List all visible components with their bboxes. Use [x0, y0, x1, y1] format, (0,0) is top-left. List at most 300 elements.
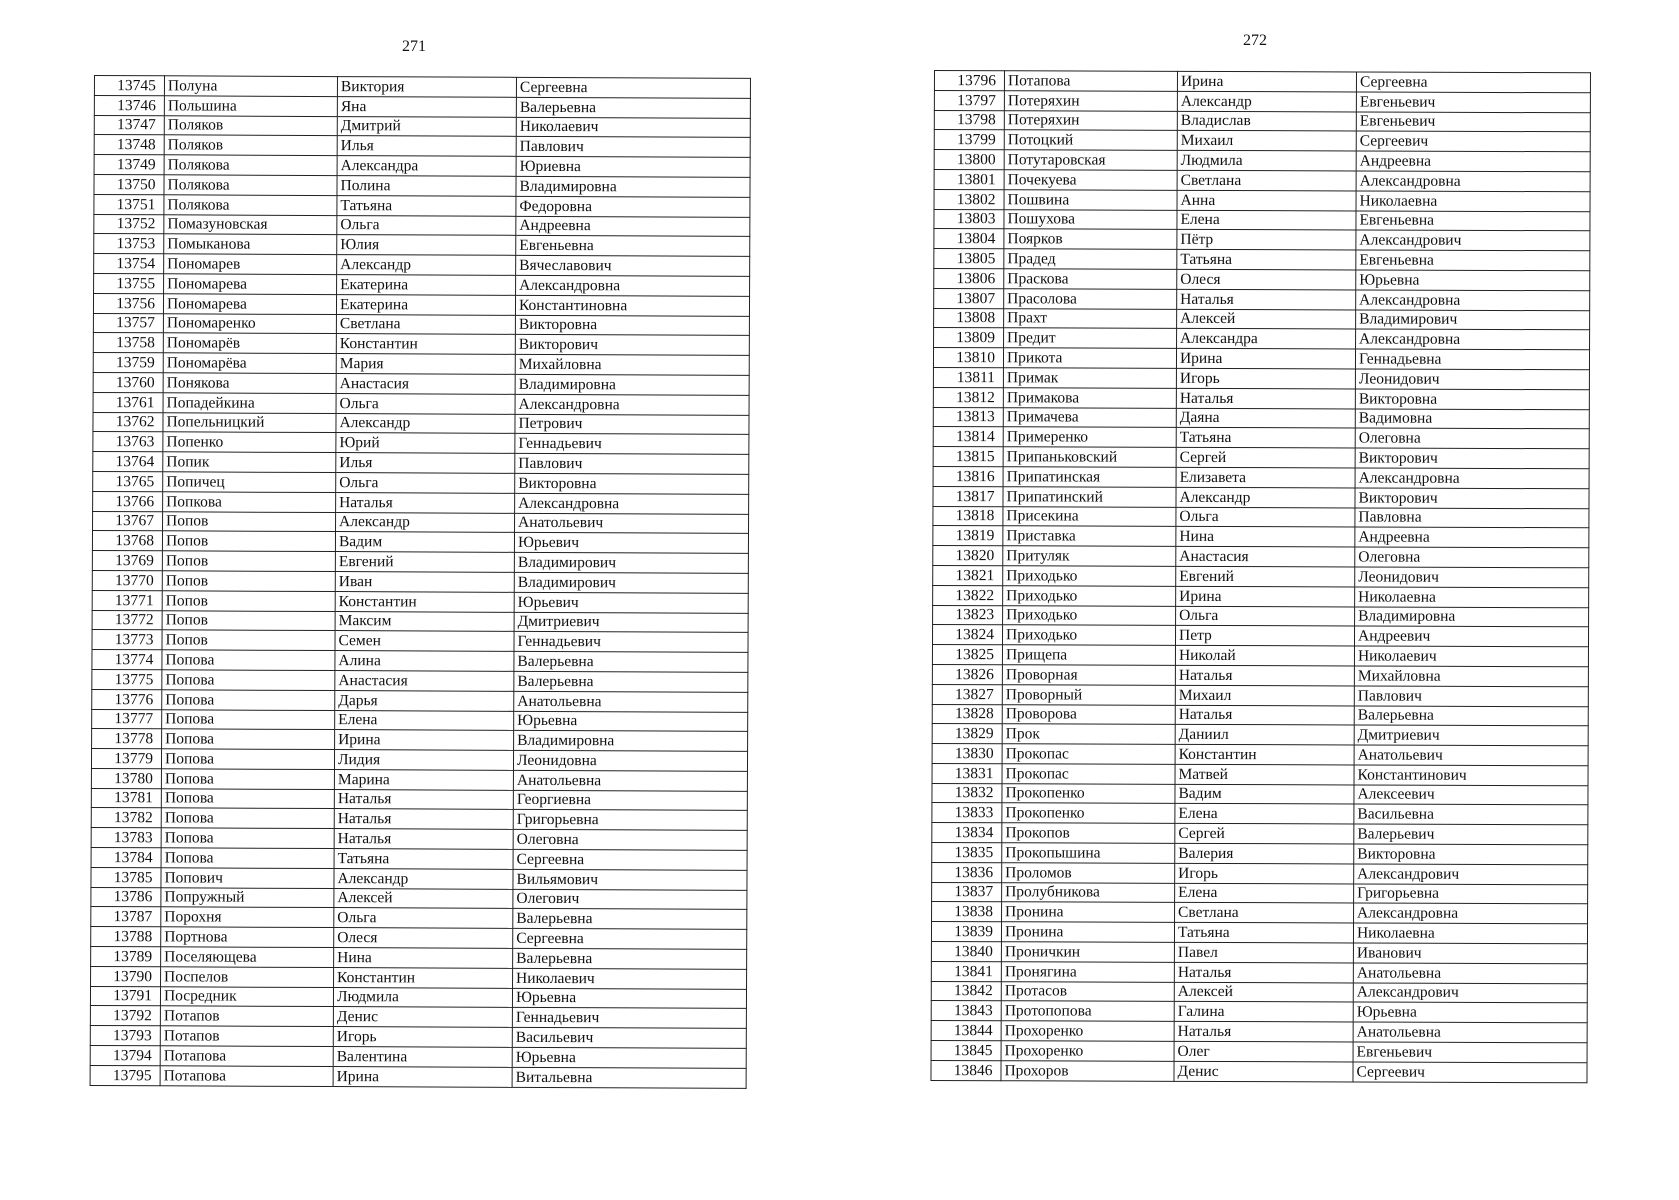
- last-name-cell: Попова: [161, 808, 334, 829]
- first-name-cell: Даяна: [1176, 408, 1355, 428]
- last-name-cell: Протасов: [1001, 981, 1174, 1001]
- last-name-cell: Попельницкий: [163, 412, 336, 433]
- patronymic-cell: Сергеевна: [516, 77, 750, 98]
- first-name-cell: Денис: [1174, 1061, 1353, 1081]
- patronymic-cell: Евгеньевна: [1356, 211, 1590, 232]
- table-row: [934, 229, 1590, 251]
- table-row: [933, 605, 1589, 627]
- record-number-cell: 13800: [934, 150, 1004, 170]
- patronymic-cell: Сергеевич: [1356, 131, 1590, 152]
- record-number-cell: 13753: [94, 234, 164, 254]
- last-name-cell: Прикота: [1003, 348, 1176, 368]
- last-name-cell: Посредник: [160, 986, 333, 1007]
- record-number-cell: 13786: [91, 887, 161, 907]
- record-number-cell: 13748: [94, 135, 164, 155]
- first-name-cell: Татьяна: [1176, 428, 1355, 448]
- table-row: [934, 90, 1590, 112]
- patronymic-cell: Владимировна: [516, 176, 750, 197]
- table-row: [932, 645, 1588, 667]
- record-number-cell: 13796: [934, 71, 1004, 91]
- table-row: [93, 372, 749, 395]
- record-number-cell: 13801: [934, 169, 1004, 189]
- last-name-cell: Примак: [1003, 368, 1176, 388]
- record-number-cell: 13761: [93, 392, 163, 412]
- first-name-cell: Наталья: [336, 492, 515, 513]
- record-number-cell: 13812: [933, 387, 1003, 407]
- table-row: [91, 768, 747, 791]
- table-row: [93, 392, 749, 415]
- table-row: [94, 234, 750, 257]
- last-name-cell: Почекуева: [1004, 170, 1177, 190]
- first-name-cell: Александра: [1177, 329, 1356, 349]
- last-name-cell: Порохня: [161, 907, 334, 928]
- patronymic-cell: Владимировна: [514, 731, 748, 752]
- table-row: [93, 333, 749, 356]
- patronymic-cell: Юрьевна: [514, 711, 748, 732]
- patronymic-cell: Евгеньевич: [1353, 1042, 1587, 1063]
- last-name-cell: Понякова: [163, 373, 336, 394]
- patronymic-cell: Александрович: [1353, 983, 1587, 1004]
- patronymic-cell: Александровна: [1356, 290, 1590, 311]
- table-row: [934, 328, 1590, 350]
- first-name-cell: Екатерина: [337, 275, 516, 296]
- table-row: [91, 828, 747, 851]
- patronymic-cell: Алексеевич: [1354, 785, 1588, 806]
- last-name-cell: Приходько: [1003, 585, 1176, 605]
- last-name-cell: Присекина: [1003, 506, 1176, 526]
- table-row: [92, 590, 748, 613]
- patronymic-cell: Анатольевна: [1353, 963, 1587, 984]
- patronymic-cell: Евгеньевна: [1356, 250, 1590, 271]
- record-number-cell: 13806: [934, 268, 1004, 288]
- first-name-cell: Ирина: [1176, 349, 1355, 369]
- last-name-cell: Потутаровская: [1004, 150, 1177, 170]
- last-name-cell: Проворова: [1002, 704, 1175, 724]
- table-row: [91, 848, 747, 871]
- table-row: [932, 902, 1588, 924]
- record-number-cell: 13834: [932, 823, 1002, 843]
- record-number-cell: 13775: [92, 669, 162, 689]
- last-name-cell: Прохоренко: [1001, 1021, 1174, 1041]
- record-number-cell: 13838: [932, 902, 1002, 922]
- first-name-cell: Олег: [1174, 1041, 1353, 1061]
- last-name-cell: Попова: [162, 729, 335, 750]
- first-name-cell: Елена: [1177, 210, 1356, 230]
- last-name-cell: Полякова: [164, 175, 337, 196]
- first-name-cell: Владислав: [1177, 111, 1356, 131]
- first-name-cell: Александр: [1177, 91, 1356, 111]
- patronymic-cell: Александровна: [1356, 329, 1590, 350]
- last-name-cell: Прохоров: [1001, 1061, 1174, 1081]
- last-name-cell: Попенко: [163, 432, 336, 453]
- first-name-cell: Евгений: [335, 552, 514, 573]
- first-name-cell: Пётр: [1177, 230, 1356, 250]
- record-number-cell: 13795: [90, 1065, 160, 1085]
- last-name-cell: Попов: [163, 511, 336, 532]
- patronymic-cell: Юрьевич: [514, 592, 748, 613]
- last-name-cell: Прокопас: [1002, 744, 1175, 764]
- record-number-cell: 13764: [93, 452, 163, 472]
- first-name-cell: Ольга: [1176, 606, 1355, 626]
- table-row: [91, 947, 747, 970]
- table-row: [90, 1026, 746, 1049]
- record-number-cell: 13760: [93, 372, 163, 392]
- record-number-cell: 13830: [932, 744, 1002, 764]
- patronymic-cell: Васильевич: [512, 1028, 746, 1049]
- record-number-cell: 13805: [934, 249, 1004, 269]
- table-row: [94, 273, 750, 296]
- first-name-cell: Наталья: [1174, 962, 1353, 982]
- last-name-cell: Прокопенко: [1002, 803, 1175, 823]
- patronymic-cell: Олеговна: [1355, 428, 1589, 449]
- record-number-cell: 13755: [94, 273, 164, 293]
- record-number-cell: 13785: [91, 867, 161, 887]
- table-row: [933, 367, 1589, 389]
- record-number-cell: 13810: [933, 348, 1003, 368]
- patronymic-cell: Владимирович: [514, 552, 748, 573]
- last-name-cell: Прищепа: [1002, 645, 1175, 665]
- last-name-cell: Пономарёв: [163, 333, 336, 354]
- first-name-cell: Алексей: [334, 888, 513, 909]
- patronymic-cell: Валерьевна: [1354, 705, 1588, 726]
- patronymic-cell: Витальевна: [512, 1067, 746, 1088]
- record-number-cell: 13778: [92, 729, 162, 749]
- last-name-cell: Попова: [162, 690, 335, 711]
- first-name-cell: Алексей: [1177, 309, 1356, 329]
- first-name-cell: Елена: [1175, 883, 1354, 903]
- last-name-cell: Попович: [161, 868, 334, 889]
- table-row: [933, 427, 1589, 449]
- table-row: [94, 174, 750, 197]
- first-name-cell: Ольга: [1176, 507, 1355, 527]
- patronymic-cell: Евгеньевич: [1356, 92, 1590, 113]
- record-number-cell: 13846: [931, 1060, 1001, 1080]
- record-number-cell: 13790: [91, 966, 161, 986]
- patronymic-cell: Вадимовна: [1355, 409, 1589, 430]
- patronymic-cell: Николаевна: [1355, 587, 1589, 608]
- first-name-cell: Елизавета: [1176, 467, 1355, 487]
- record-number-cell: 13802: [934, 189, 1004, 209]
- patronymic-cell: Александровна: [515, 493, 749, 514]
- table-row: [93, 491, 749, 514]
- patronymic-cell: Валерьевна: [514, 651, 748, 672]
- record-number-cell: 13808: [934, 308, 1004, 328]
- table-row: [934, 169, 1590, 191]
- last-name-cell: Поселяющева: [161, 947, 334, 968]
- last-name-cell: Примеренко: [1003, 427, 1176, 447]
- table-row: [932, 823, 1588, 845]
- record-number-cell: 13780: [91, 768, 161, 788]
- last-name-cell: Полякова: [164, 155, 337, 176]
- patronymic-cell: Андреевна: [516, 216, 750, 237]
- last-name-cell: Попкова: [163, 492, 336, 513]
- table-row: [93, 511, 749, 534]
- table-row: [94, 76, 750, 99]
- patronymic-cell: Леонидович: [1355, 567, 1589, 588]
- first-name-cell: Александр: [1176, 487, 1355, 507]
- last-name-cell: Пономарева: [163, 294, 336, 315]
- patronymic-cell: Олеговна: [513, 830, 747, 851]
- record-number-cell: 13841: [931, 961, 1001, 981]
- patronymic-cell: Федоровна: [516, 196, 750, 217]
- patronymic-cell: Олегович: [513, 889, 747, 910]
- table-row: [932, 862, 1588, 884]
- patronymic-cell: Васильевна: [1354, 804, 1588, 825]
- table-row: [92, 709, 748, 732]
- first-name-cell: Игорь: [1175, 863, 1354, 883]
- record-number-cell: 13749: [94, 155, 164, 175]
- first-name-cell: Илья: [336, 453, 515, 474]
- record-number-cell: 13783: [91, 828, 161, 848]
- record-number-cell: 13815: [933, 447, 1003, 467]
- patronymic-cell: Валерьевна: [514, 671, 748, 692]
- patronymic-cell: Андреевна: [1356, 151, 1590, 172]
- table-row: [931, 961, 1587, 983]
- last-name-cell: Прокопенко: [1002, 783, 1175, 803]
- patronymic-cell: Геннадьевна: [1355, 349, 1589, 370]
- last-name-cell: Попов: [162, 591, 335, 612]
- table-row: [90, 1065, 746, 1088]
- first-name-cell: Екатерина: [336, 294, 515, 315]
- first-name-cell: Евгений: [1176, 566, 1355, 586]
- patronymic-cell: Александровна: [1355, 468, 1589, 489]
- first-name-cell: Константин: [334, 967, 513, 988]
- record-number-cell: 13789: [91, 947, 161, 967]
- patronymic-cell: Леонидович: [1355, 369, 1589, 390]
- table-row: [94, 115, 750, 138]
- patronymic-cell: Николаевна: [1356, 191, 1590, 212]
- patronymic-cell: Николаевич: [516, 117, 750, 138]
- table-row: [933, 506, 1589, 528]
- table-row: [932, 882, 1588, 904]
- last-name-cell: Потоцкий: [1004, 130, 1177, 150]
- roster-table-left: [90, 75, 751, 1088]
- patronymic-cell: Николаевич: [1354, 646, 1588, 667]
- table-row: [90, 1006, 746, 1029]
- last-name-cell: Пронина: [1001, 922, 1174, 942]
- record-number-cell: 13817: [933, 486, 1003, 506]
- first-name-cell: Татьяна: [334, 849, 513, 870]
- last-name-cell: Прадед: [1004, 249, 1177, 269]
- record-number-cell: 13833: [932, 803, 1002, 823]
- record-number-cell: 13767: [93, 511, 163, 531]
- patronymic-cell: Геннадьевич: [515, 434, 749, 455]
- table-row: [933, 466, 1589, 488]
- record-number-cell: 13813: [933, 407, 1003, 427]
- patronymic-cell: Александровна: [1354, 903, 1588, 924]
- patronymic-cell: Константинович: [1354, 765, 1588, 786]
- patronymic-cell: Олеговна: [1355, 547, 1589, 568]
- first-name-cell: Ирина: [1176, 586, 1355, 606]
- last-name-cell: Приставка: [1003, 526, 1176, 546]
- patronymic-cell: Викторович: [515, 335, 749, 356]
- table-row: [91, 887, 747, 910]
- table-row: [91, 907, 747, 930]
- table-row: [932, 704, 1588, 726]
- table-row: [933, 387, 1589, 409]
- first-name-cell: Илья: [337, 136, 516, 157]
- record-number-cell: 13766: [93, 491, 163, 511]
- record-number-cell: 13807: [934, 288, 1004, 308]
- record-number-cell: 13811: [933, 367, 1003, 387]
- table-row: [934, 189, 1590, 211]
- patronymic-cell: Леонидовна: [513, 750, 747, 771]
- patronymic-cell: Александрович: [1356, 230, 1590, 251]
- table-row: [91, 927, 747, 950]
- last-name-cell: Приходько: [1002, 625, 1175, 645]
- record-number-cell: 13759: [93, 353, 163, 373]
- table-row: [933, 565, 1589, 587]
- first-name-cell: Ирина: [333, 1066, 512, 1087]
- patronymic-cell: Александровна: [515, 394, 749, 415]
- first-name-cell: Алина: [335, 651, 514, 672]
- patronymic-cell: Григорьевна: [1354, 884, 1588, 905]
- first-name-cell: Александр: [337, 255, 516, 276]
- table-row: [93, 452, 749, 475]
- first-name-cell: Елена: [1175, 804, 1354, 824]
- patronymic-cell: Николаевна: [1353, 923, 1587, 944]
- record-number-cell: 13816: [933, 466, 1003, 486]
- first-name-cell: Ольга: [336, 472, 515, 493]
- table-row: [91, 749, 747, 772]
- record-number-cell: 13821: [933, 565, 1003, 585]
- record-number-cell: 13787: [91, 907, 161, 927]
- table-row: [934, 308, 1590, 330]
- last-name-cell: Протопопова: [1001, 1001, 1174, 1021]
- patronymic-cell: Юрьевна: [512, 1047, 746, 1068]
- table-row: [934, 110, 1590, 132]
- last-name-cell: Поярков: [1004, 229, 1177, 249]
- first-name-cell: Ольга: [336, 393, 515, 414]
- first-name-cell: Виктория: [337, 77, 516, 98]
- first-name-cell: Александр: [334, 868, 513, 889]
- first-name-cell: Константин: [335, 591, 514, 612]
- first-name-cell: Татьяна: [337, 195, 516, 216]
- record-number-cell: 13820: [933, 546, 1003, 566]
- first-name-cell: Сергей: [1175, 824, 1354, 844]
- table-row: [93, 432, 749, 455]
- last-name-cell: Прокопов: [1002, 823, 1175, 843]
- table-row: [933, 585, 1589, 607]
- table-row: [92, 669, 748, 692]
- table-row: [91, 808, 747, 831]
- first-name-cell: Анастасия: [335, 670, 514, 691]
- patronymic-cell: Андреевна: [1355, 527, 1589, 548]
- table-row: [94, 155, 750, 178]
- table-row: [934, 130, 1590, 152]
- last-name-cell: Проворная: [1002, 665, 1175, 685]
- last-name-cell: Потапова: [1004, 71, 1177, 91]
- record-number-cell: 13769: [92, 551, 162, 571]
- record-number-cell: 13772: [92, 610, 162, 630]
- record-number-cell: 13747: [94, 115, 164, 135]
- first-name-cell: Вадим: [1175, 784, 1354, 804]
- record-number-cell: 13770: [92, 570, 162, 590]
- first-name-cell: Игорь: [1176, 368, 1355, 388]
- record-number-cell: 13773: [92, 630, 162, 650]
- first-name-cell: Галина: [1174, 1002, 1353, 1022]
- table-row: [94, 254, 750, 277]
- table-row: [92, 650, 748, 673]
- patronymic-cell: Валерьевна: [516, 97, 750, 118]
- first-name-cell: Наталья: [334, 809, 513, 830]
- patronymic-cell: Анатольевич: [1354, 745, 1588, 766]
- table-row: [932, 744, 1588, 766]
- first-name-cell: Юрий: [336, 433, 515, 454]
- last-name-cell: Припатинский: [1003, 486, 1176, 506]
- last-name-cell: Пономарёва: [163, 353, 336, 374]
- patronymic-cell: Сергеевич: [1353, 1062, 1587, 1083]
- roster-table-right: [930, 70, 1591, 1083]
- patronymic-cell: Александровна: [1356, 171, 1590, 192]
- table-row: [92, 610, 748, 633]
- last-name-cell: Попов: [162, 571, 335, 592]
- patronymic-cell: Павловна: [1355, 508, 1589, 529]
- record-number-cell: 13843: [931, 1001, 1001, 1021]
- record-number-cell: 13776: [92, 689, 162, 709]
- table-row: [94, 135, 750, 158]
- record-number-cell: 13837: [932, 882, 1002, 902]
- patronymic-cell: Викторовна: [515, 473, 749, 494]
- last-name-cell: Пономарев: [164, 254, 337, 275]
- record-number-cell: 13799: [934, 130, 1004, 150]
- first-name-cell: Максим: [335, 611, 514, 632]
- last-name-cell: Пономаренко: [163, 313, 336, 334]
- table-row: [934, 209, 1590, 231]
- last-name-cell: Потапов: [160, 1026, 333, 1047]
- last-name-cell: Потеряхин: [1004, 91, 1177, 111]
- patronymic-cell: Владимирович: [1356, 310, 1590, 331]
- last-name-cell: Попова: [161, 769, 334, 790]
- first-name-cell: Александра: [337, 156, 516, 177]
- last-name-cell: Помыканова: [164, 234, 337, 255]
- first-name-cell: Татьяна: [1177, 250, 1356, 270]
- patronymic-cell: Георгиевна: [513, 790, 747, 811]
- last-name-cell: Попова: [161, 788, 334, 809]
- first-name-cell: Валентина: [333, 1047, 512, 1068]
- last-name-cell: Попов: [162, 531, 335, 552]
- last-name-cell: Пронина: [1002, 902, 1175, 922]
- table-row: [91, 966, 747, 989]
- table-row: [92, 689, 748, 712]
- table-row: [934, 150, 1590, 172]
- table-row: [92, 570, 748, 593]
- last-name-cell: Приходько: [1003, 566, 1176, 586]
- last-name-cell: Поляков: [164, 115, 337, 136]
- patronymic-cell: Дмитриевич: [514, 612, 748, 633]
- first-name-cell: Анна: [1177, 190, 1356, 210]
- record-number-cell: 13831: [932, 763, 1002, 783]
- record-number-cell: 13839: [931, 922, 1001, 942]
- last-name-cell: Попова: [162, 650, 335, 671]
- patronymic-cell: Сергеевна: [513, 929, 747, 950]
- record-number-cell: 13828: [932, 704, 1002, 724]
- table-row: [92, 630, 748, 653]
- first-name-cell: Константин: [336, 334, 515, 355]
- first-name-cell: Михаил: [1175, 685, 1354, 705]
- patronymic-cell: Петрович: [515, 414, 749, 435]
- patronymic-cell: Павлович: [515, 453, 749, 474]
- last-name-cell: Попова: [162, 709, 335, 730]
- record-number-cell: 13814: [933, 427, 1003, 447]
- last-name-cell: Прохоренко: [1001, 1041, 1174, 1061]
- last-name-cell: Пошвина: [1004, 190, 1177, 210]
- first-name-cell: Михаил: [1177, 131, 1356, 151]
- first-name-cell: Марина: [334, 769, 513, 790]
- patronymic-cell: Анатольевна: [514, 691, 748, 712]
- first-name-cell: Людмила: [333, 987, 512, 1008]
- record-number-cell: 13793: [90, 1026, 160, 1046]
